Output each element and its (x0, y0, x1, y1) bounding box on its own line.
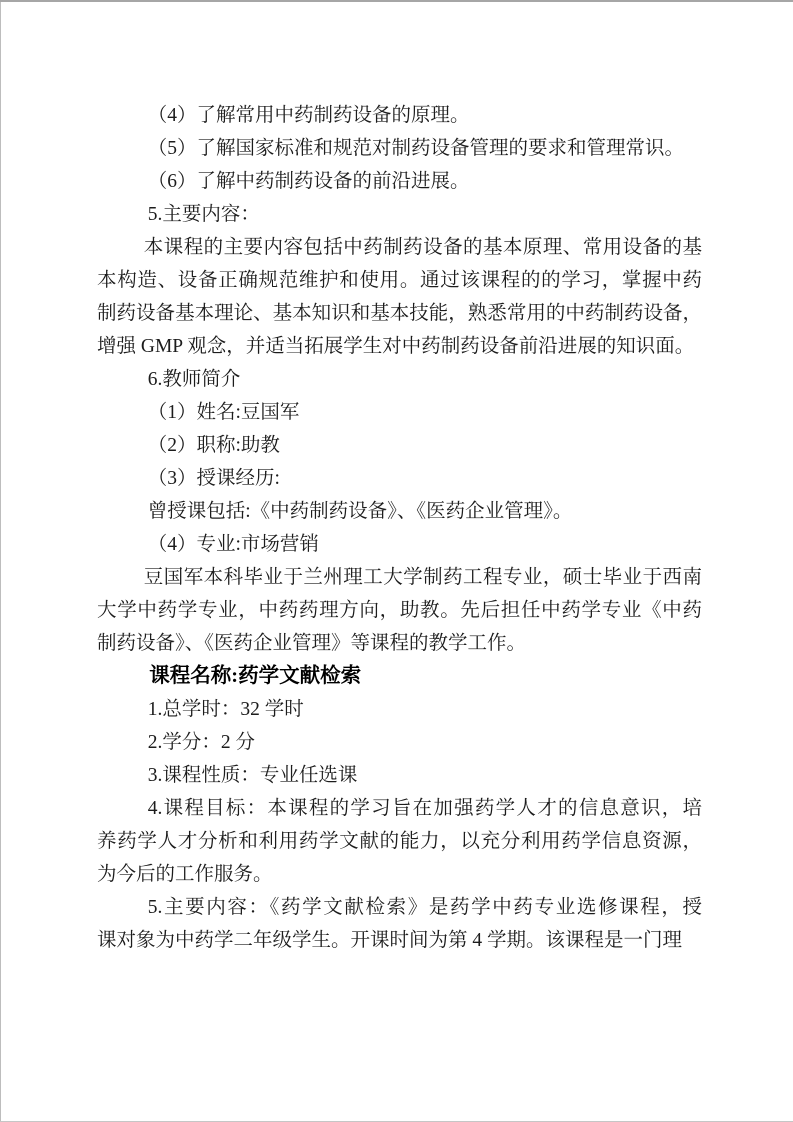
text-line: 增强 GMP 观念，并适当拓展学生对中药制药设备前沿进展的知识面。 (97, 336, 695, 357)
course-nature-item (97, 759, 702, 792)
text-line: （1）姓名:豆国军 (147, 402, 300, 423)
text-line: 3.课程性质：专业任选课 (147, 765, 358, 786)
objective-item-5 (97, 132, 702, 165)
course-title-heading (97, 660, 702, 693)
text-line: 5.主要内容：《药学文献检索》是药学中药专业选修课程，授 (147, 897, 702, 918)
text-line: 2.学分：2 分 (147, 732, 255, 753)
text-line: 5.主要内容： (147, 204, 260, 225)
course-hours-item (97, 693, 702, 726)
course-credit-item (97, 726, 702, 759)
text-line: 为今后的工作服务。 (97, 864, 273, 885)
teacher-experience-item (97, 462, 702, 495)
text-line: 课对象为中药学二年级学生。开课时间为第 4 学期。该课程是一门理 (97, 930, 683, 951)
text-line: 大学中药学专业，中药药理方向，助教。先后担任中药学专业《中药 (97, 600, 702, 621)
teacher-title-item (97, 429, 702, 462)
course-content-paragraph (97, 891, 702, 957)
text-line: 课程名称:药学文献检索 (149, 665, 362, 687)
teacher-bio-paragraph (97, 561, 702, 660)
teaching-history-line (97, 495, 702, 528)
text-line: （6）了解中药制药设备的前沿进展。 (147, 171, 470, 192)
teacher-major-item (97, 528, 702, 561)
text-line: （5）了解国家标准和规范对制药设备管理的要求和管理常识。 (147, 138, 684, 159)
text-line: （2）职称:助教 (147, 435, 280, 456)
document-content (97, 99, 702, 957)
text-line: 豆国军本科毕业于兰州理工大学制药工程专业，硕士毕业于西南 (143, 567, 702, 588)
course-goal-paragraph (97, 792, 702, 891)
text-line: （4）了解常用中药制药设备的原理。 (147, 105, 470, 126)
text-line: 本构造、设备正确规范维护和使用。通过该课程的的学习，掌握中药 (97, 270, 702, 291)
text-line: （4）专业:市场营销 (147, 534, 319, 555)
text-line: （3）授课经历: (147, 468, 280, 489)
section-item-main-content (97, 198, 702, 231)
section-item-teacher-intro (97, 363, 702, 396)
text-line: 曾授课包括:《中药制药设备》、《医药企业管理》。 (147, 501, 573, 522)
main-content-paragraph (97, 231, 702, 363)
text-line: 制药设备基本理论、基本知识和基本技能，熟悉常用的中药制药设备， (97, 303, 702, 324)
teacher-name-item (97, 396, 702, 429)
text-line: 4.课程目标：本课程的学习旨在加强药学人才的信息意识，培 (147, 798, 702, 819)
text-line: 养药学人才分析和利用药学文献的能力，以充分利用药学信息资源， (97, 831, 702, 852)
page-border-left-line (0, 2, 1, 1122)
text-line: 6.教师简介 (147, 369, 241, 390)
text-line: 1.总学时：32 学时 (147, 699, 304, 720)
text-line: 本课程的主要内容包括中药制药设备的基本原理、常用设备的基 (143, 237, 702, 258)
text-line: 制药设备》、《医药企业管理》等课程的教学工作。 (97, 633, 527, 654)
page-border-top-line (0, 0, 793, 2)
objective-item-4 (97, 99, 702, 132)
objective-item-6 (97, 165, 702, 198)
